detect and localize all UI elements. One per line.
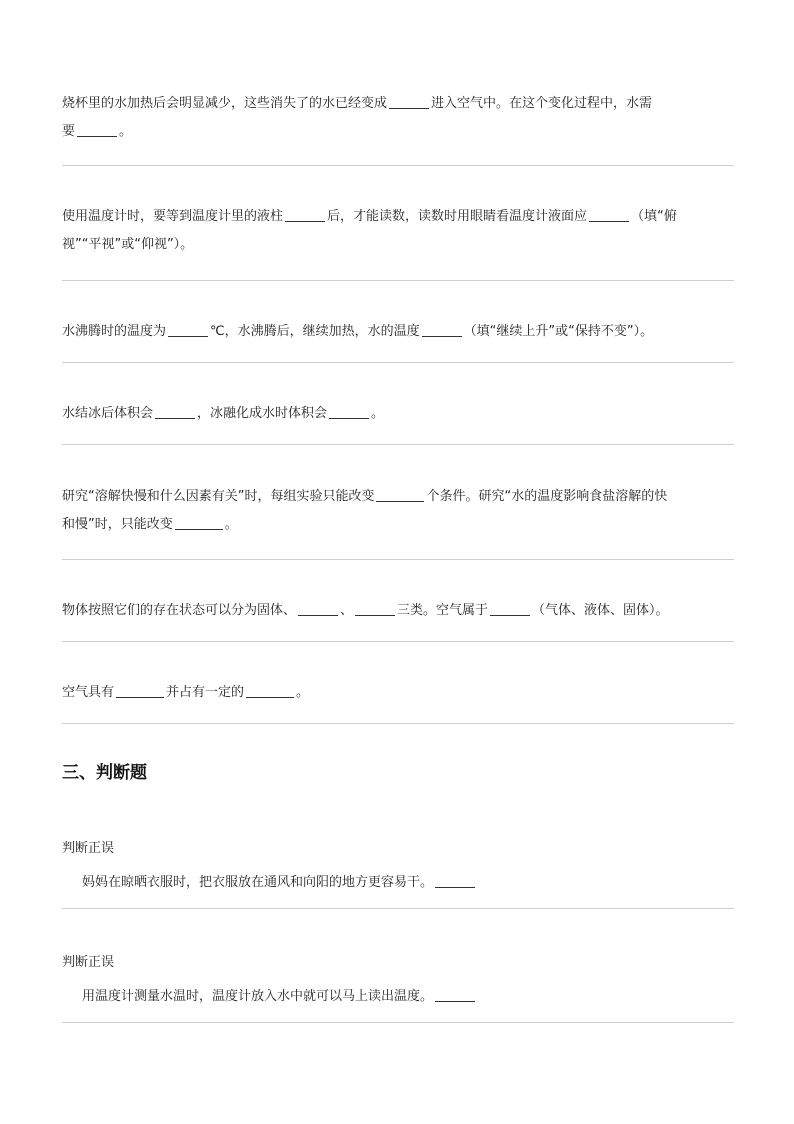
question-text: 水结冰后体积会 — [62, 406, 154, 421]
judgment-2 — [82, 985, 477, 1004]
divider — [62, 444, 734, 445]
question-7 — [62, 679, 734, 707]
answer-blank[interactable] — [285, 207, 325, 222]
answer-blank[interactable] — [116, 683, 164, 698]
question-text: 三类。空气属于 — [397, 603, 489, 618]
answer-blank[interactable] — [589, 207, 629, 222]
answer-blank[interactable] — [389, 94, 429, 109]
answer-blank[interactable] — [422, 322, 462, 337]
judgment-text: 妈妈在晾晒衣服时，把衣服放在通风和向阳的地方更容易干。 — [82, 875, 434, 890]
judgment-text: 用温度计测量水温时，温度计放入水中就可以马上读出温度。 — [82, 989, 434, 1004]
question-2 — [62, 203, 734, 259]
answer-blank[interactable] — [155, 404, 195, 419]
question-text: 。 — [119, 124, 133, 139]
answer-blank[interactable] — [298, 601, 338, 616]
question-text: 研究“溶解快慢和什么因素有关”时，每组实验只能改变 — [62, 489, 375, 504]
question-text: （填“继续上升”或“保持不变”）。 — [463, 324, 654, 339]
question-text: （填“俯 — [631, 209, 677, 224]
question-text: 进入空气中。在这个变化过程中，水需 — [431, 96, 653, 111]
question-text: 使用温度计时，要等到温度计里的液柱 — [62, 209, 284, 224]
question-text: 个条件。研究“水的温度影响食盐溶解的快 — [426, 489, 668, 504]
judgment-title: 判断正误 — [62, 841, 115, 856]
question-text: 、 — [340, 603, 354, 618]
divider — [62, 1022, 734, 1023]
divider — [62, 908, 734, 909]
question-text: 要 — [62, 124, 76, 139]
question-5 — [62, 483, 734, 539]
question-text: 空气具有 — [62, 685, 115, 700]
answer-blank[interactable] — [329, 404, 369, 419]
divider — [62, 362, 734, 363]
section-title: 三、判断题 — [62, 763, 147, 783]
divider — [62, 723, 734, 724]
question-text: 水沸腾时的温度为 — [62, 324, 167, 339]
answer-blank[interactable] — [168, 322, 208, 337]
answer-blank[interactable] — [175, 515, 223, 530]
divider — [62, 559, 734, 560]
question-4 — [62, 400, 734, 428]
answer-blank[interactable] — [376, 487, 424, 502]
question-text: 和慢”时，只能改变 — [62, 517, 173, 532]
question-text: 。 — [296, 685, 310, 700]
question-text: 。 — [371, 406, 385, 421]
question-text: 。 — [224, 517, 238, 532]
question-text: ，冰融化成水时体积会 — [197, 406, 328, 421]
divider — [62, 280, 734, 281]
judgment-title: 判断正误 — [62, 955, 115, 970]
question-text: 物体按照它们的存在状态可以分为固体、 — [62, 603, 297, 618]
answer-blank[interactable] — [246, 683, 294, 698]
question-text: 并占有一定的 — [166, 685, 245, 700]
question-text: ℃，水沸腾后，继续加热，水的温度 — [210, 324, 420, 339]
judgment-1 — [82, 871, 477, 890]
answer-blank[interactable] — [435, 987, 475, 1002]
question-text: 烧杯里的水加热后会明显减少，这些消失了的水已经变成 — [62, 96, 388, 111]
question-6 — [62, 597, 734, 625]
answer-blank[interactable] — [490, 601, 530, 616]
divider — [62, 641, 734, 642]
divider — [62, 165, 734, 166]
answer-blank[interactable] — [77, 122, 117, 137]
question-1 — [62, 90, 734, 146]
question-3 — [62, 318, 734, 346]
question-text: （气体、液体、固体）。 — [532, 603, 669, 618]
question-text: 后，才能读数，读数时用眼睛看温度计液面应 — [327, 209, 588, 224]
answer-blank[interactable] — [435, 873, 475, 888]
question-text: 视”“平视”或“仰视”）。 — [62, 237, 194, 252]
answer-blank[interactable] — [355, 601, 395, 616]
